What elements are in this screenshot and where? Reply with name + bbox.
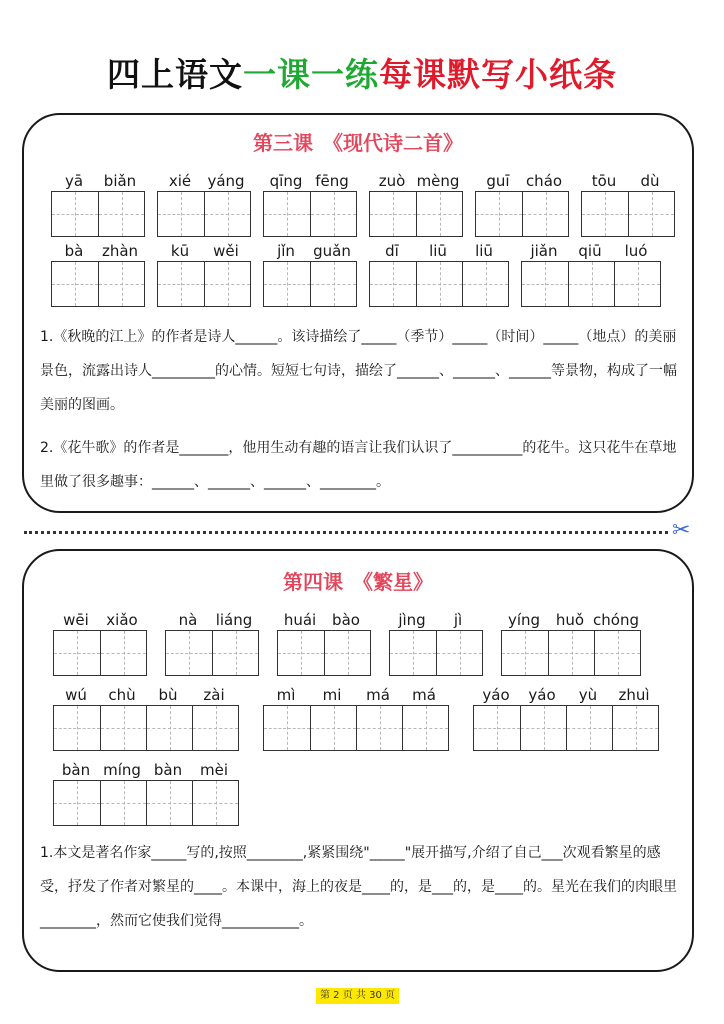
tianzige-box[interactable]: [522, 192, 568, 236]
pinyin-syllable: fēng: [315, 172, 349, 190]
pinyin-syllable: wēi: [63, 611, 89, 629]
lesson3-title: 第三课 《现代诗二首》: [253, 131, 463, 155]
tianzige-box[interactable]: [324, 631, 370, 675]
pinyin-syllable: má: [366, 686, 390, 704]
lesson4-title: 第四课 《繁星》: [283, 570, 433, 594]
pinyin-row: [157, 241, 251, 261]
lesson3-question-2: 2.《花牛歌》的作者是_______，他用生动有趣的语言让我们认识了__________的花牛。这只花牛在草地里做了很多趣事：______、______、______、________。: [40, 440, 677, 490]
writing-grid: [521, 261, 661, 307]
pinyin-row: [475, 171, 569, 191]
tianzige-box[interactable]: [566, 706, 612, 750]
page-title: [0, 52, 724, 98]
title-part-2: 一课一练: [243, 55, 379, 94]
pinyin-syllable: zuò: [378, 172, 406, 190]
pinyin-word: [263, 685, 449, 751]
tianzige-box[interactable]: [278, 631, 324, 675]
pinyin-syllable: míng: [103, 761, 141, 779]
writing-grid: [53, 780, 239, 826]
pinyin-syllable: yù: [578, 686, 598, 704]
page-footer: 第 2 页 共 30 页: [316, 988, 399, 1004]
tianzige-box[interactable]: [522, 262, 568, 306]
writing-grid: [53, 630, 147, 676]
cut-line: [24, 531, 668, 534]
pinyin-syllable: má: [412, 686, 436, 704]
tianzige-box[interactable]: [212, 631, 258, 675]
pinyin-syllable: xié: [168, 172, 192, 190]
pinyin-syllable: jì: [453, 611, 463, 629]
pinyin-syllable: guǎn: [313, 242, 351, 260]
writing-grid: [475, 191, 569, 237]
pinyin-word: [369, 241, 509, 307]
pinyin-row: [51, 241, 145, 261]
tianzige-box[interactable]: [370, 262, 416, 306]
pinyin-syllable: luó: [624, 242, 648, 260]
pinyin-syllable: kū: [170, 242, 190, 260]
pinyin-row: [581, 171, 675, 191]
pinyin-syllable: yáo: [528, 686, 556, 704]
tianzige-box[interactable]: [474, 706, 520, 750]
tianzige-box[interactable]: [100, 706, 146, 750]
writing-grid: [369, 191, 463, 237]
pinyin-syllable: qīng: [269, 172, 303, 190]
tianzige-box[interactable]: [264, 192, 310, 236]
pinyin-syllable: bào: [332, 611, 360, 629]
writing-grid: [501, 630, 641, 676]
pinyin-syllable: bù: [158, 686, 178, 704]
pinyin-syllable: huǒ: [555, 611, 585, 629]
tianzige-box[interactable]: [54, 706, 100, 750]
tianzige-box[interactable]: [310, 706, 356, 750]
pinyin-syllable: qiū: [578, 242, 602, 260]
pinyin-row: [263, 171, 357, 191]
pinyin-row: [473, 685, 659, 705]
pinyin-word: [53, 685, 239, 751]
tianzige-box[interactable]: [192, 781, 238, 825]
tianzige-box[interactable]: [100, 781, 146, 825]
pinyin-word: [263, 241, 357, 307]
writing-grid: [263, 261, 357, 307]
pinyin-syllable: zài: [203, 686, 225, 704]
tianzige-box[interactable]: [52, 192, 98, 236]
tianzige-box[interactable]: [370, 192, 416, 236]
pinyin-row: [501, 610, 641, 630]
tianzige-box[interactable]: [356, 706, 402, 750]
writing-grid: [277, 630, 371, 676]
writing-grid: [389, 630, 483, 676]
pinyin-row: [53, 760, 239, 780]
pinyin-row: [389, 610, 483, 630]
pinyin-syllable: yáng: [207, 172, 245, 190]
pinyin-syllable: yā: [64, 172, 84, 190]
pinyin-syllable: xiǎo: [106, 611, 138, 629]
pinyin-syllable: jìng: [398, 611, 426, 629]
tianzige-box[interactable]: [614, 262, 660, 306]
tianzige-box[interactable]: [416, 262, 462, 306]
pinyin-syllable: nà: [178, 611, 198, 629]
pinyin-row: [157, 171, 251, 191]
tianzige-box[interactable]: [264, 706, 310, 750]
lesson4-question-1: 1.本文是著名作家_____写的,按照________,紧紧围绕"_____"展开描写,介绍了自己___次观看繁星的感受，抒发了作者对繁星的____。本课中，海上的夜是____的，是___的，是____的。星光在我们的肉眼里________，然而它使我们觉得___________。: [40, 845, 677, 929]
tianzige-box[interactable]: [204, 192, 250, 236]
tianzige-box[interactable]: [52, 262, 98, 306]
writing-grid: [53, 705, 239, 751]
scissors-icon: ✂: [672, 518, 691, 543]
tianzige-box[interactable]: [628, 192, 674, 236]
pinyin-syllable: yíng: [507, 611, 541, 629]
writing-grid: [369, 261, 509, 307]
writing-grid: [51, 261, 145, 307]
pinyin-word: [53, 610, 147, 676]
title-part-3: 每课默写小纸条: [379, 55, 617, 94]
pinyin-word: [263, 171, 357, 237]
pinyin-syllable: huái: [283, 611, 317, 629]
pinyin-row: [277, 610, 371, 630]
writing-grid: [51, 191, 145, 237]
pinyin-word: [51, 241, 145, 307]
pinyin-row: [53, 685, 239, 705]
tianzige-box[interactable]: [310, 192, 356, 236]
pinyin-syllable: yáo: [482, 686, 510, 704]
pinyin-syllable: guī: [486, 172, 510, 190]
pinyin-syllable: liáng: [215, 611, 253, 629]
tianzige-box[interactable]: [476, 192, 522, 236]
pinyin-word: [581, 171, 675, 237]
title-part-1: 四上语文: [107, 55, 243, 94]
pinyin-word: [369, 171, 463, 237]
tianzige-box[interactable]: [548, 631, 594, 675]
pinyin-syllable: wěi: [213, 242, 239, 260]
tianzige-box[interactable]: [416, 192, 462, 236]
tianzige-box[interactable]: [520, 706, 566, 750]
pinyin-row: [51, 171, 145, 191]
pinyin-syllable: bà: [64, 242, 84, 260]
pinyin-row: [165, 610, 259, 630]
pinyin-row: [369, 171, 463, 191]
pinyin-syllable: zhuì: [618, 686, 650, 704]
tianzige-box[interactable]: [146, 706, 192, 750]
pinyin-word: [157, 241, 251, 307]
writing-grid: [165, 630, 259, 676]
pinyin-syllable: bàn: [61, 761, 91, 779]
tianzige-box[interactable]: [166, 631, 212, 675]
pinyin-syllable: tōu: [591, 172, 617, 190]
tianzige-box[interactable]: [310, 262, 356, 306]
pinyin-word: [501, 610, 641, 676]
pinyin-syllable: bàn: [153, 761, 183, 779]
pinyin-syllable: mèng: [416, 172, 460, 190]
pinyin-syllable: biǎn: [103, 172, 137, 190]
pinyin-syllable: mi: [322, 686, 342, 704]
pinyin-word: [389, 610, 483, 676]
lesson4-card: [22, 549, 694, 972]
tianzige-box[interactable]: [204, 262, 250, 306]
lesson3-card: [22, 113, 694, 513]
pinyin-word: [473, 685, 659, 751]
pinyin-syllable: dī: [385, 242, 399, 260]
tianzige-box[interactable]: [402, 706, 448, 750]
pinyin-syllable: wú: [65, 686, 87, 704]
pinyin-syllable: jiǎn: [530, 242, 558, 260]
tianzige-box[interactable]: [146, 781, 192, 825]
tianzige-box[interactable]: [264, 262, 310, 306]
pinyin-syllable: chù: [108, 686, 136, 704]
tianzige-box[interactable]: [594, 631, 640, 675]
tianzige-box[interactable]: [100, 631, 146, 675]
pinyin-syllable: mèi: [199, 761, 228, 779]
pinyin-syllable: liū: [475, 242, 493, 260]
tianzige-box[interactable]: [568, 262, 614, 306]
pinyin-syllable: chóng: [593, 611, 639, 629]
pinyin-syllable: jǐn: [277, 242, 295, 260]
pinyin-word: [51, 171, 145, 237]
tianzige-box[interactable]: [462, 262, 508, 306]
tianzige-box[interactable]: [502, 631, 548, 675]
pinyin-word: [165, 610, 259, 676]
pinyin-word: [521, 241, 661, 307]
pinyin-row: [369, 241, 509, 261]
pinyin-syllable: cháo: [525, 172, 563, 190]
pinyin-row: [263, 685, 449, 705]
pinyin-syllable: dù: [640, 172, 660, 190]
tianzige-box[interactable]: [54, 631, 100, 675]
tianzige-box[interactable]: [98, 192, 144, 236]
writing-grid: [263, 191, 357, 237]
tianzige-box[interactable]: [158, 262, 204, 306]
pinyin-row: [53, 610, 147, 630]
pinyin-word: [53, 760, 239, 826]
tianzige-box[interactable]: [192, 706, 238, 750]
tianzige-box[interactable]: [54, 781, 100, 825]
pinyin-word: [277, 610, 371, 676]
tianzige-box[interactable]: [582, 192, 628, 236]
pinyin-syllable: mì: [276, 686, 296, 704]
writing-grid: [581, 191, 675, 237]
tianzige-box[interactable]: [158, 192, 204, 236]
pinyin-word: [157, 171, 251, 237]
pinyin-syllable: zhàn: [101, 242, 139, 260]
lesson3-question-1: 1.《秋晚的江上》的作者是诗人______。该诗描绘了_____（季节）_____（时间）_____（地点）的美丽景色，流露出诗人_________的心情。短短七句诗，描绘了______、______、______等景物，构成了一幅美丽的图画。: [40, 329, 677, 413]
pinyin-word: [475, 171, 569, 237]
writing-grid: [473, 705, 659, 751]
tianzige-box[interactable]: [98, 262, 144, 306]
writing-grid: [157, 261, 251, 307]
writing-grid: [157, 191, 251, 237]
pinyin-syllable: liū: [429, 242, 447, 260]
tianzige-box[interactable]: [612, 706, 658, 750]
pinyin-row: [521, 241, 661, 261]
pinyin-row: [263, 241, 357, 261]
tianzige-box[interactable]: [436, 631, 482, 675]
writing-grid: [263, 705, 449, 751]
tianzige-box[interactable]: [390, 631, 436, 675]
